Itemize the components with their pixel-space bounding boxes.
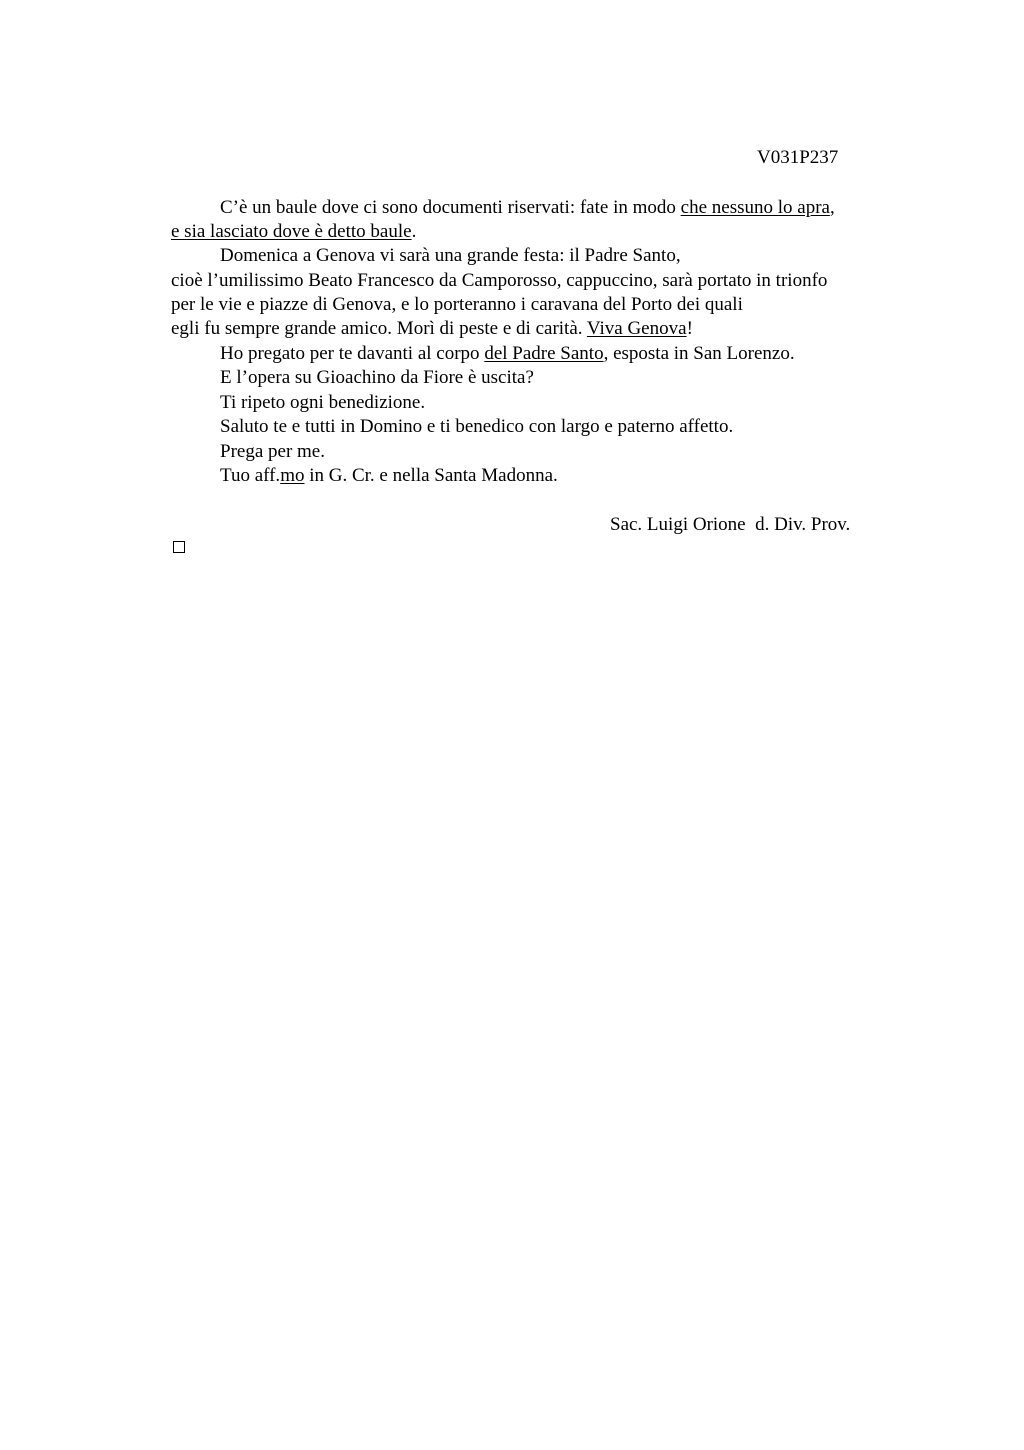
text-segment: Ho pregato per te davanti al corpo (220, 343, 485, 364)
paragraph-2-line-2: cioè l’umilissimo Beato Francesco da Camporosso, cappuccino, sarà portato in trionfo (171, 270, 828, 291)
paragraph-6: Saluto te e tutti in Domino e ti benedico con largo e paterno affetto. (220, 416, 734, 437)
text-segment: , (829, 197, 835, 218)
underlined-abbreviation: mo (280, 465, 305, 486)
paragraph-2-line-4 (171, 317, 693, 341)
text-segment: C’è un baule dove ci sono documenti riservati: fate in modo (220, 197, 681, 218)
paragraph-7: Prega per me. (220, 441, 325, 462)
underlined-phrase: Viva Genova (586, 318, 687, 339)
paragraph-1-line-2 (171, 220, 416, 244)
end-square-icon (173, 541, 185, 553)
paragraph-5: Ti ripeto ogni benedizione. (220, 392, 426, 413)
document-reference-code: V031P237 (757, 147, 839, 168)
text-segment: , esposta in San Lorenzo. (603, 343, 795, 364)
closing-line (220, 464, 558, 488)
underlined-phrase: che nessuno lo apra (680, 197, 830, 218)
paragraph-4: E l’opera su Gioachino da Fiore è uscita? (220, 367, 534, 388)
underlined-phrase: e sia lasciato dove è detto baule (171, 221, 412, 242)
underlined-phrase: del Padre Santo (484, 343, 604, 364)
text-segment: egli fu sempre grande amico. Morì di peste e di carità. (171, 318, 587, 339)
paragraph-2-line-1: Domenica a Genova vi sarà una grande festa: il Padre Santo, (220, 245, 681, 266)
text-segment: Tuo aff. (220, 465, 281, 486)
paragraph-3 (220, 342, 795, 366)
paragraph-1-line-1 (220, 196, 835, 220)
paragraph-2-line-3: per le vie e piazze di Genova, e lo porteranno i caravana del Porto dei quali (171, 294, 743, 315)
signature: Sac. Luigi Orione d. Div. Prov. (610, 514, 851, 535)
text-segment: in G. Cr. e nella Santa Madonna. (304, 465, 558, 486)
text-segment: ! (686, 318, 693, 339)
text-segment: . (411, 221, 417, 242)
